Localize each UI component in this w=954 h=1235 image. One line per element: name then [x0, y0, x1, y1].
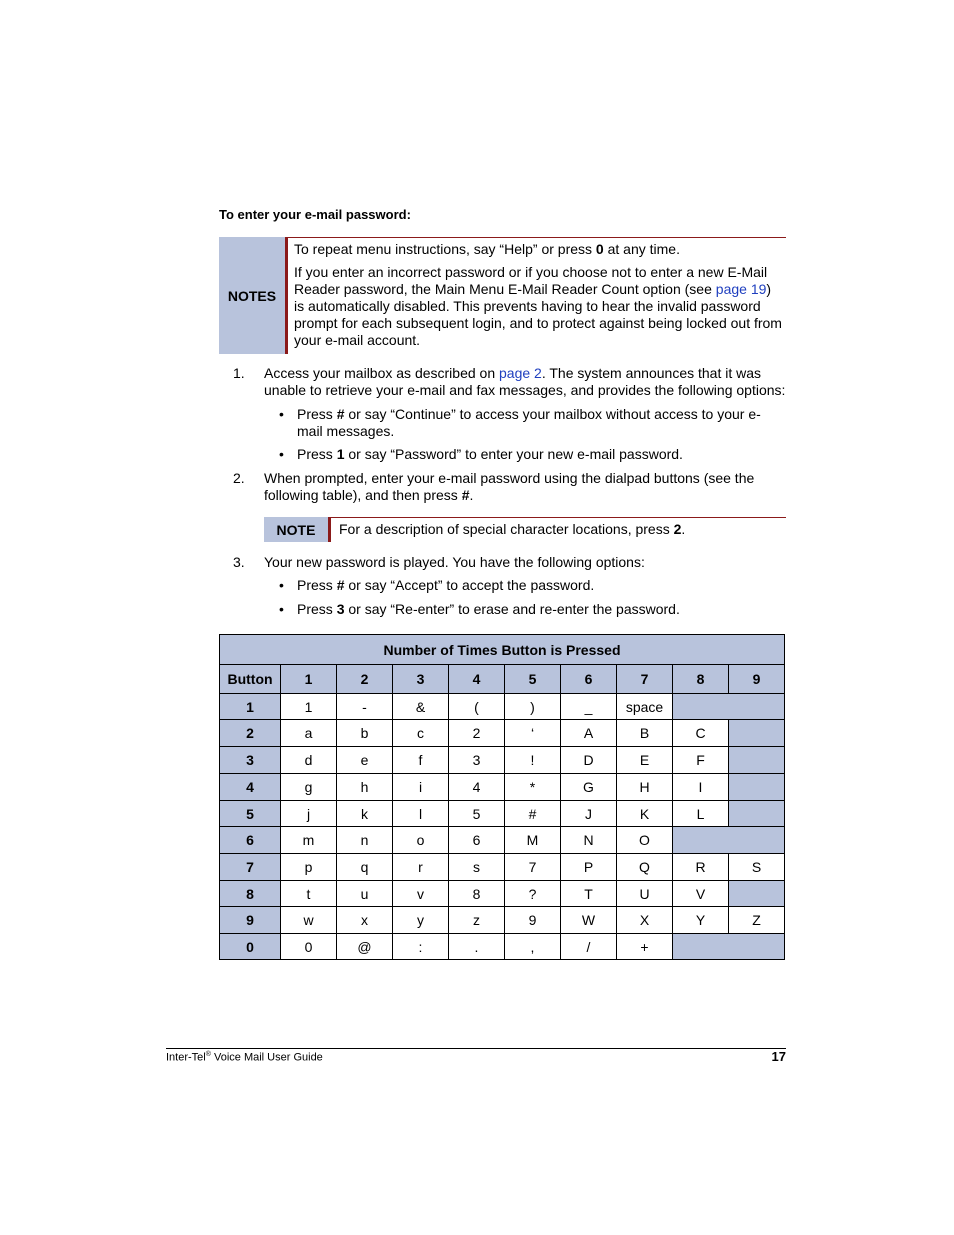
step-2-text-a: When prompted, enter your e-mail password using the dialpad buttons (see the following table), and then press: [264, 470, 755, 503]
character-cell: H: [617, 774, 673, 801]
character-cell: ‘: [505, 720, 561, 747]
character-cell: s: [449, 854, 505, 881]
bullet-dot: •: [279, 446, 284, 462]
page-2-link[interactable]: page 2: [499, 365, 542, 381]
column-header: 9: [729, 665, 785, 694]
step-1: [233, 365, 793, 401]
step-1-number: 1.: [233, 365, 245, 381]
character-cell: 8: [449, 881, 505, 907]
character-cell: e: [337, 747, 393, 774]
column-header: 3: [393, 665, 449, 694]
character-cell: 6: [449, 827, 505, 854]
character-cell: F: [673, 747, 729, 774]
step-1-text: [264, 365, 791, 399]
empty-shaded-cell: [673, 694, 785, 720]
character-cell: @: [337, 934, 393, 960]
note-text-b: .: [681, 521, 686, 537]
character-cell: 5: [449, 801, 505, 827]
character-cell: /: [561, 934, 617, 960]
step-2-text: [264, 470, 791, 504]
character-cell: f: [393, 747, 449, 774]
step-3-bullet-2-text: [297, 601, 767, 618]
section-heading: To enter your e-mail password:: [219, 207, 411, 222]
table-row: [220, 774, 785, 801]
character-cell: :: [393, 934, 449, 960]
bullet-key: 1: [336, 446, 345, 462]
character-cell: !: [505, 747, 561, 774]
step-2: [233, 470, 793, 506]
character-cell: W: [561, 907, 617, 934]
character-cell: R: [673, 854, 729, 881]
character-cell: 9: [505, 907, 561, 934]
character-cell: n: [337, 827, 393, 854]
empty-shaded-cell: [729, 720, 785, 747]
notes-key-0: 0: [595, 241, 604, 257]
table-row: [220, 720, 785, 747]
footer-guide-title: [166, 1051, 323, 1064]
character-cell: 1: [281, 694, 337, 720]
notes-paragraph-2: [294, 264, 782, 349]
table-row: [220, 854, 785, 881]
table-row: [220, 747, 785, 774]
step-3-text: Your new password is played. You have the following options:: [264, 554, 645, 570]
character-cell: I: [673, 774, 729, 801]
dialpad-character-table: [219, 634, 785, 960]
step-1-text-a: Access your mailbox as described on: [264, 365, 499, 381]
bullet-text-b: or say “Re-enter” to erase and re-enter the password.: [344, 601, 680, 617]
table-row: [220, 934, 785, 960]
character-cell: 3: [449, 747, 505, 774]
character-cell: o: [393, 827, 449, 854]
column-header: 7: [617, 665, 673, 694]
character-cell: A: [561, 720, 617, 747]
character-cell: .: [449, 934, 505, 960]
character-cell: (: [449, 694, 505, 720]
step-3-bullet-1: [279, 577, 779, 595]
notes-line-1-text: To repeat menu instructions, say “Help” or press: [294, 241, 596, 257]
character-cell: y: [393, 907, 449, 934]
step-2-key: #: [461, 487, 470, 503]
character-cell: x: [337, 907, 393, 934]
bullet-text-a: Press: [297, 446, 337, 462]
step-1-bullet-2: [279, 446, 779, 464]
footer-brand: Inter-Tel: [166, 1051, 206, 1064]
character-cell: r: [393, 854, 449, 881]
column-header: 4: [449, 665, 505, 694]
notes-label: NOTES: [219, 237, 285, 354]
table-body: [220, 635, 785, 960]
character-cell: space: [617, 694, 673, 720]
bullet-text-b: or say “Continue” to access your mailbox without access to your e-mail messages.: [297, 406, 761, 439]
character-cell: C: [673, 720, 729, 747]
character-cell: i: [393, 774, 449, 801]
page-number: 17: [771, 1049, 786, 1064]
character-cell: 0: [281, 934, 337, 960]
empty-shaded-cell: [729, 774, 785, 801]
character-cell: U: [617, 881, 673, 907]
notes-line-1-end: at any time.: [603, 241, 680, 257]
step-3: [233, 554, 793, 572]
character-cell: q: [337, 854, 393, 881]
character-cell: _: [561, 694, 617, 720]
character-cell: l: [393, 801, 449, 827]
character-cell: g: [281, 774, 337, 801]
character-cell: 4: [449, 774, 505, 801]
step-3-bullet-2: [279, 601, 779, 619]
character-cell: Y: [673, 907, 729, 934]
character-cell: 7: [505, 854, 561, 881]
character-cell: h: [337, 774, 393, 801]
character-cell: E: [617, 747, 673, 774]
note-body: [339, 521, 779, 538]
character-cell: B: [617, 720, 673, 747]
note-text-a: For a description of special character locations, press: [339, 521, 674, 537]
character-cell: u: [337, 881, 393, 907]
bullet-key: #: [336, 406, 345, 422]
character-cell: V: [673, 881, 729, 907]
button-column-header: Button: [220, 665, 281, 694]
character-cell: ?: [505, 881, 561, 907]
character-cell: t: [281, 881, 337, 907]
character-cell: d: [281, 747, 337, 774]
step-1-bullet-1-text: [297, 406, 767, 440]
note-top-rule: [331, 517, 786, 518]
character-cell: +: [617, 934, 673, 960]
empty-shaded-cell: [729, 801, 785, 827]
character-cell: ,: [505, 934, 561, 960]
character-cell: &: [393, 694, 449, 720]
button-cell: 7: [220, 854, 281, 881]
bullet-text-a: Press: [297, 601, 337, 617]
step-1-bullet-1: [279, 406, 779, 442]
table-row: [220, 694, 785, 720]
character-cell: m: [281, 827, 337, 854]
bullet-key: 3: [336, 601, 345, 617]
column-header: 1: [281, 665, 337, 694]
note-key: 2: [673, 521, 682, 537]
character-cell: ): [505, 694, 561, 720]
bullet-text-a: Press: [297, 577, 337, 593]
character-cell: b: [337, 720, 393, 747]
table-header-row: [220, 665, 785, 694]
column-header: 6: [561, 665, 617, 694]
button-cell: 5: [220, 801, 281, 827]
character-cell: z: [449, 907, 505, 934]
bullet-text-b: or say “Password” to enter your new e-mail password.: [344, 446, 683, 462]
notes-para-2-end: ) is automatically disabled. This prevents having to hear the invalid password prompt for each subsequent login, and to protect against being locked out from your e-mail account.: [294, 281, 782, 348]
empty-shaded-cell: [673, 827, 785, 854]
footer-rule: [166, 1048, 786, 1049]
note-label: NOTE: [264, 517, 328, 542]
bullet-key: #: [336, 577, 345, 593]
bullet-dot: •: [279, 577, 284, 593]
step-2-number: 2.: [233, 470, 245, 486]
bullet-text-b: or say “Accept” to accept the password.: [344, 577, 595, 593]
column-header: 2: [337, 665, 393, 694]
empty-shaded-cell: [729, 881, 785, 907]
table-row: [220, 801, 785, 827]
table-row: [220, 881, 785, 907]
button-cell: 1: [220, 694, 281, 720]
character-cell: -: [337, 694, 393, 720]
character-cell: c: [393, 720, 449, 747]
character-cell: P: [561, 854, 617, 881]
character-cell: N: [561, 827, 617, 854]
button-cell: 4: [220, 774, 281, 801]
table-row: [220, 907, 785, 934]
step-3-bullet-1-text: [297, 577, 767, 594]
character-cell: a: [281, 720, 337, 747]
character-cell: K: [617, 801, 673, 827]
notes-para-2-text: If you enter an incorrect password or if you choose not to enter a new E-Mail Reader password, the Main Menu E-Mail Reader Count option (see: [294, 264, 768, 297]
column-header: 5: [505, 665, 561, 694]
character-cell: v: [393, 881, 449, 907]
table-title-row: [220, 635, 785, 665]
empty-shaded-cell: [729, 747, 785, 774]
button-cell: 3: [220, 747, 281, 774]
button-cell: 0: [220, 934, 281, 960]
button-cell: 6: [220, 827, 281, 854]
step-1-text-b: . The system announces that it was unable to retrieve your e-mail and fax messages, and provides the following options:: [264, 365, 786, 398]
notes-top-rule: [288, 237, 786, 238]
notes-accent-bar: [285, 237, 288, 354]
notes-line-1: [294, 241, 782, 258]
character-cell: M: [505, 827, 561, 854]
character-cell: O: [617, 827, 673, 854]
bullet-dot: •: [279, 601, 284, 617]
character-cell: Q: [617, 854, 673, 881]
note-callout: [264, 517, 786, 542]
table-row: [220, 827, 785, 854]
character-cell: J: [561, 801, 617, 827]
character-cell: k: [337, 801, 393, 827]
button-cell: 8: [220, 881, 281, 907]
character-cell: Z: [729, 907, 785, 934]
bullet-text-a: Press: [297, 406, 337, 422]
character-cell: L: [673, 801, 729, 827]
character-cell: *: [505, 774, 561, 801]
character-cell: w: [281, 907, 337, 934]
step-3-number: 3.: [233, 554, 245, 570]
character-cell: p: [281, 854, 337, 881]
character-cell: #: [505, 801, 561, 827]
bullet-dot: •: [279, 406, 284, 422]
table-title: Number of Times Button is Pressed: [220, 635, 785, 665]
notes-body: [294, 241, 782, 355]
button-cell: 2: [220, 720, 281, 747]
character-cell: 2: [449, 720, 505, 747]
character-cell: G: [561, 774, 617, 801]
character-cell: S: [729, 854, 785, 881]
registered-mark: ®: [205, 1051, 211, 1058]
empty-shaded-cell: [673, 934, 785, 960]
character-cell: X: [617, 907, 673, 934]
page-19-link[interactable]: page 19: [715, 281, 767, 297]
step-2-text-b: .: [469, 487, 474, 503]
footer-guide-name: Voice Mail User Guide: [210, 1051, 323, 1064]
note-accent-bar: [328, 517, 331, 542]
character-cell: D: [561, 747, 617, 774]
notes-callout: [219, 237, 786, 354]
character-cell: j: [281, 801, 337, 827]
button-cell: 9: [220, 907, 281, 934]
character-cell: T: [561, 881, 617, 907]
column-header: 8: [673, 665, 729, 694]
step-1-bullet-2-text: [297, 446, 767, 463]
